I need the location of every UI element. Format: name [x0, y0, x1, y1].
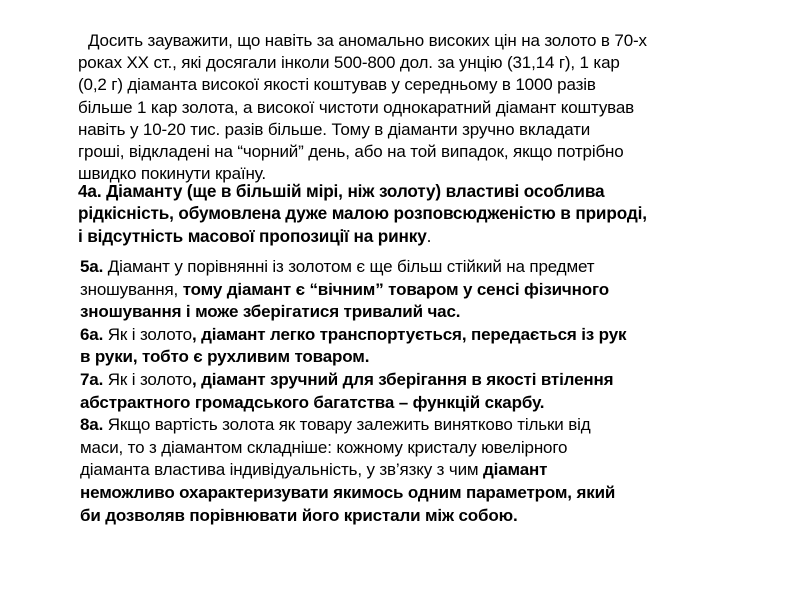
- point-5a-line: [80, 256, 626, 279]
- point-8a-line: [80, 459, 626, 482]
- intro-line: гроші, відкладені на “чорний” день, або на той випадок, якщо потрібно: [78, 142, 624, 162]
- point-8a-emphasis: діамант: [483, 460, 548, 480]
- point-8a-text: діаманта властива індивідуальність, у зв’язку з чим: [80, 460, 484, 480]
- point-4a-line: рідкісність, обумовлена дуже малою розповсюдженістю в природі,: [78, 203, 647, 224]
- intro-line: більше 1 кар золота, а високої чистоти однокаратний діамант коштував: [78, 97, 635, 117]
- point-6a-label: 6а.: [80, 324, 104, 344]
- point-5a-text: Діамант у порівнянні із золотом є ще більш стійкий на предмет: [103, 257, 595, 276]
- point-7a-label: 7а.: [80, 369, 104, 389]
- intro-line: роках XX ст., які досягали інколи 500-800 дол. за унцію (31,14 г), 1 кар: [78, 53, 620, 73]
- point-7a-emphasis: , діамант зручний для зберігання в якості втілення: [191, 369, 614, 389]
- point-8a-label: 8а.: [80, 415, 104, 435]
- point-5a-text: зношування,: [80, 279, 183, 299]
- intro-paragraph: [78, 30, 647, 185]
- point-8a-text: Якщо вартість золота як товару залежить винятково тільки від: [103, 415, 591, 435]
- point-8a-emphasis: би дозволяв порівнювати його кристали між собою.: [80, 505, 518, 525]
- point-8a-line: [80, 414, 626, 437]
- point-4a-text: і відсутність масової пропозиції на ринку: [78, 225, 427, 246]
- point-6a-line: [80, 324, 626, 347]
- point-5a-label: 5а.: [80, 257, 104, 276]
- point-4a: [78, 180, 647, 247]
- point-6a-text: Як і золото: [103, 324, 192, 344]
- point-6a-emphasis: в руки, тобто є рухливим товаром.: [80, 347, 370, 367]
- point-8a-text: маси, то з діамантом складніше: кожному кристалу ювелірного: [80, 437, 568, 457]
- point-4a-period: .: [426, 225, 432, 246]
- intro-line: (0,2 г) діаманта високої якості коштував у середньому в 1000 разів: [78, 75, 596, 95]
- point-5a-emphasis: тому діамант є “вічним” товаром у сенсі фізичного: [182, 279, 609, 299]
- intro-line: навіть у 10-20 тис. разів більше. Тому в діаманти зручно вкладати: [78, 119, 591, 139]
- point-6a-emphasis: , діамант легко транспортується, передається із рук: [191, 324, 627, 344]
- point-7a-line: [80, 369, 626, 392]
- point-8a-emphasis: неможливо охарактеризувати якимось одним параметром, який: [80, 482, 616, 502]
- point-5a-emphasis: зношування і може зберігатися тривалий час.: [80, 302, 461, 322]
- point-4a-line: 4а. Діаманту (ще в більшій мірі, ніж золоту) властиві особлива: [78, 181, 605, 201]
- points-list: [80, 256, 626, 527]
- point-5a-line: [80, 279, 626, 302]
- intro-line: Досить зауважити, що навіть за аномально високих цін на золото в 70-х: [88, 31, 647, 50]
- intro-line: швидко покинути країну.: [78, 164, 266, 184]
- point-7a-text: Як і золото: [103, 369, 192, 389]
- point-4a-line-last: [78, 225, 647, 247]
- point-7a-emphasis: абстрактного громадського багатства – функцій скарбу.: [80, 392, 545, 412]
